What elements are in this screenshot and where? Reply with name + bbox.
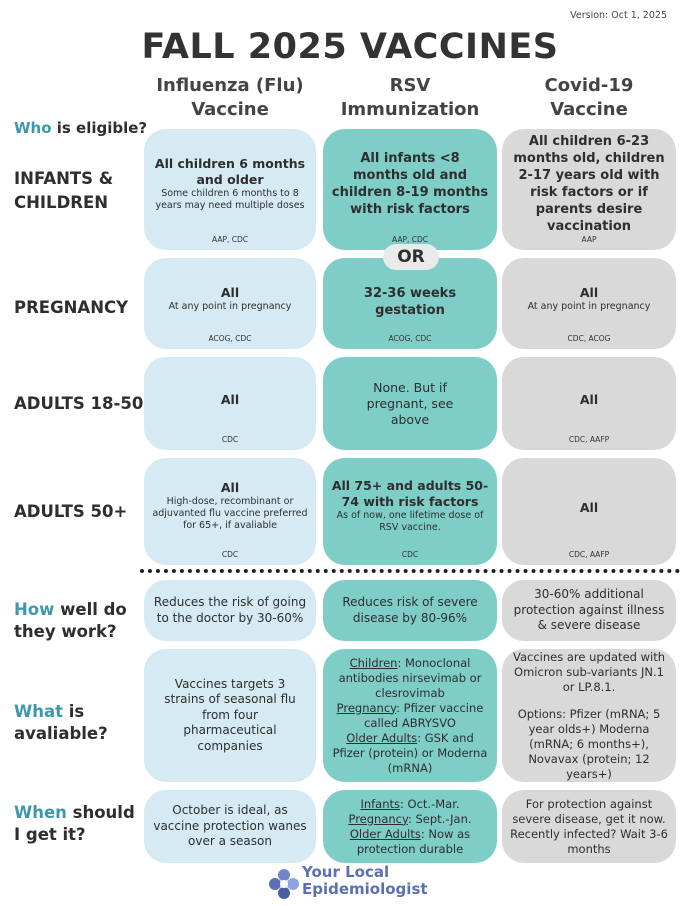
how-label-line2: they work?: [14, 622, 117, 641]
cell-when-covid: [502, 790, 676, 863]
column-header-flu: [144, 74, 316, 122]
cell-infants-covid-main: All children 6-23 months old, children 2-17 years old with risk factors or if parents desire vaccination: [513, 133, 665, 234]
cell-when-rsv: [323, 790, 497, 863]
cell-pregnancy-rsv-source: ACOG, CDC: [388, 334, 432, 343]
who-highlight: Who: [14, 119, 52, 137]
logo-text: [302, 864, 428, 898]
cell-pregnancy-covid-sub: At any point in pregnancy: [527, 300, 651, 312]
cell-how-flu-text: Reduces the risk of going to the doctor by 30-60%: [153, 595, 307, 625]
cell-adults50-rsv: [323, 458, 497, 565]
cell-how-covid: [502, 580, 676, 641]
cell-adults50-covid-main: All: [579, 499, 599, 515]
cell-infants-rsv: [323, 129, 497, 250]
what-label-line1: [14, 701, 108, 723]
how-rest: well do: [54, 600, 127, 619]
cell-what-flu: [144, 649, 316, 782]
cell-when-rsv-older: [331, 827, 489, 857]
cell-adults50-flu-main: All: [220, 479, 240, 495]
when-label-line1: [14, 802, 135, 824]
cell-adults50-rsv-main: All 75+ and adults 50-74 with risk factors: [331, 477, 489, 509]
how-label-line1: [14, 599, 127, 621]
what-rsv-children-text: : Monoclonal antibodies nirsevimab or clesrovimab: [338, 655, 482, 700]
what-label-line2: avaliable?: [14, 724, 108, 743]
cell-adults1850-rsv-text: None. But if pregnant, see above: [366, 379, 454, 427]
row-label-infants-line1: INFANTS &: [14, 169, 114, 188]
when-label-line2: I get it?: [14, 825, 86, 844]
column-header-flu-line1: Influenza (Flu): [156, 75, 304, 96]
cell-how-covid-text: 30-60% additional protection against illness & severe disease: [513, 587, 665, 633]
page-title: FALL 2025 VACCINES: [141, 27, 559, 67]
cell-pregnancy-covid: [502, 258, 676, 349]
cell-infants-flu-source: AAP, CDC: [211, 235, 248, 244]
cell-infants-covid-source: AAP: [581, 235, 597, 244]
who-rest: is eligible?: [51, 119, 148, 137]
cell-what-rsv-older: [331, 731, 489, 776]
cell-adults50-flu-sub: High-dose, recombinant or adjuvanted flu vaccine preferred for 65+, if avaliable: [152, 495, 308, 531]
cell-adults1850-flu-source: CDC: [221, 435, 239, 444]
version-label: Version: Oct 1, 2025: [570, 10, 667, 21]
epidemiologist-logo-icon: [268, 868, 300, 900]
cell-infants-flu-sub: Some children 6 months to 8 years may need multiple doses: [155, 187, 305, 211]
row-label-adults-50-plus: ADULTS 50+: [14, 502, 128, 521]
cell-adults50-covid: [502, 458, 676, 565]
cell-when-flu: [144, 790, 316, 863]
when-highlight: When: [14, 803, 67, 822]
cell-pregnancy-rsv-main: 32-36 weeks gestation: [363, 285, 457, 318]
column-header-rsv-line1: RSV: [389, 75, 431, 96]
cell-adults1850-covid: [502, 357, 676, 450]
how-label: [14, 599, 127, 643]
logo-line1: Your Local: [302, 863, 390, 881]
cell-pregnancy-flu-sub: At any point in pregnancy: [168, 300, 292, 312]
row-label-infants: [14, 167, 113, 215]
cell-how-rsv: [323, 580, 497, 641]
what-highlight: What: [14, 702, 63, 721]
cell-what-rsv-pregnancy: [331, 701, 489, 731]
cell-how-flu: [144, 580, 316, 641]
logo-line2: Epidemiologist: [302, 880, 428, 898]
what-rsv-pregnancy-label: Pregnancy: [336, 700, 397, 715]
cell-what-covid-p1: Vaccines are updated with Omicron sub-variants JN.1 or LP.8.1.: [513, 649, 665, 694]
cell-pregnancy-rsv: [323, 258, 497, 349]
cell-adults1850-rsv: [323, 357, 497, 450]
when-rsv-older-text: : Now as protection durable: [356, 826, 471, 856]
what-label: [14, 701, 108, 745]
column-header-covid: [502, 74, 676, 122]
cell-what-rsv: [323, 649, 497, 782]
what-rest: is: [62, 702, 85, 721]
cell-what-flu-text: Vaccines targets 3 strains of seasonal flu from four pharmaceutical companies: [164, 676, 296, 753]
cell-pregnancy-flu-main: All: [220, 284, 240, 300]
column-header-covid-line2: Vaccine: [550, 99, 628, 120]
cell-adults50-rsv-source: CDC: [401, 550, 419, 559]
when-rsv-infants-text: : Oct.-Mar.: [400, 796, 460, 811]
when-rest: should: [66, 803, 135, 822]
cell-pregnancy-flu: [144, 258, 316, 349]
who-eligible-label: [14, 119, 147, 137]
cell-how-rsv-text: Reduces risk of severe disease by 80-96%: [342, 595, 478, 625]
what-rsv-pregnancy-text: : Pfizer vaccine called ABRYSVO: [364, 700, 484, 730]
cell-adults50-rsv-sub: As of now, one lifetime dose of RSV vaccine.: [336, 509, 484, 533]
cell-adults50-flu-source: CDC: [221, 550, 239, 559]
when-rsv-older-label: Older Adults: [349, 826, 421, 841]
cell-what-covid-p2: Options: Pfizer (mRNA; 5 year olds+) Moderna (mRNA; 6 months+), Novavax (protein; 12 years+): [517, 706, 661, 781]
when-rsv-pregnancy-label: Pregnancy: [348, 811, 408, 826]
column-header-rsv-line2: Immunization: [340, 99, 480, 120]
row-label-infants-line2: CHILDREN: [14, 193, 109, 212]
cell-pregnancy-covid-source: CDC, ACOG: [567, 334, 611, 343]
cell-adults1850-covid-main: All: [579, 391, 599, 407]
cell-when-rsv-infants: [360, 797, 459, 812]
cell-infants-rsv-main: All infants <8 months old and children 8-19 months with risk factors: [331, 150, 489, 217]
cell-when-covid-text: For protection against severe disease, get it now. Recently infected? Wait 3-6 months: [510, 796, 668, 856]
cell-adults1850-covid-source: CDC, AAFP: [568, 435, 610, 444]
column-header-flu-line2: Vaccine: [191, 99, 269, 120]
cell-infants-rsv-source: AAP, CDC: [391, 235, 428, 244]
cell-when-rsv-pregnancy: [348, 812, 471, 827]
what-rsv-older-text: : GSK and Pfizer (protein) or Moderna (mRNA): [332, 730, 488, 775]
what-rsv-children-label: Children: [349, 655, 398, 670]
cell-when-flu-text: October is ideal, as vaccine protection wanes over a season: [153, 803, 307, 849]
cell-adults50-covid-source: CDC, AAFP: [568, 550, 610, 559]
when-rsv-pregnancy-text: : Sept.-Jan.: [407, 811, 472, 826]
cell-infants-flu: [144, 129, 316, 250]
or-pill: OR: [383, 244, 439, 270]
column-header-rsv: [323, 74, 497, 122]
cell-what-rsv-children: [331, 656, 489, 701]
cell-pregnancy-flu-source: ACOG, CDC: [208, 334, 252, 343]
row-label-adults-18-50: ADULTS 18-50: [14, 394, 144, 413]
cell-adults1850-flu: [144, 357, 316, 450]
how-highlight: How: [14, 600, 55, 619]
when-rsv-infants-label: Infants: [360, 796, 401, 811]
cell-pregnancy-covid-main: All: [579, 284, 599, 300]
cell-adults1850-flu-main: All: [220, 391, 240, 407]
cell-what-covid: [502, 649, 676, 782]
row-label-pregnancy: PREGNANCY: [14, 298, 129, 317]
when-label: [14, 802, 135, 846]
cell-adults50-flu: [144, 458, 316, 565]
what-rsv-older-label: Older Adults: [346, 730, 418, 745]
cell-infants-covid: [502, 129, 676, 250]
cell-infants-flu-main: All children 6 months and older: [154, 155, 306, 187]
section-divider: [140, 569, 680, 573]
column-header-covid-line1: Covid-19: [544, 75, 634, 96]
